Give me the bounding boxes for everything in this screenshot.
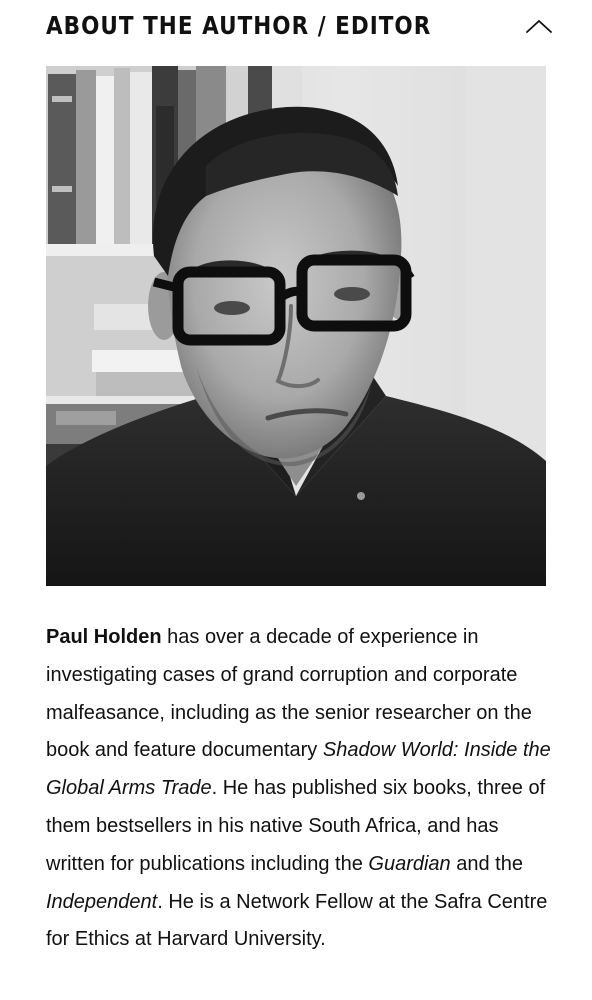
bio-text-4: . He is a Network Fellow at the Safra Centre for Ethics at Harvard University. [46, 890, 548, 951]
section-title: ABOUT THE AUTHOR / EDITOR [46, 11, 432, 40]
bio-text-1: has over a decade of experience in investigating cases of grand corruption and corporate malfeasance, including as the senior researcher on the book and feature documentary [46, 626, 532, 762]
collapse-toggle[interactable] [524, 11, 554, 41]
bio-text-2: . He has published six books, three of them bestsellers in his native South Africa, and has written for publications including the [46, 777, 546, 875]
publication-guardian: Guardian [368, 852, 451, 875]
author-name: Paul Holden [46, 626, 162, 648]
chevron-up-icon [526, 19, 552, 33]
book-title: Shadow World: Inside the Global Arms Trade [46, 739, 551, 800]
portrait-illustration [46, 66, 546, 586]
publication-independent: Independent [46, 890, 158, 913]
bio-text-3: and the [450, 852, 523, 875]
author-bio [46, 619, 558, 959]
author-photo [46, 66, 546, 586]
about-author-header[interactable] [46, 8, 550, 44]
